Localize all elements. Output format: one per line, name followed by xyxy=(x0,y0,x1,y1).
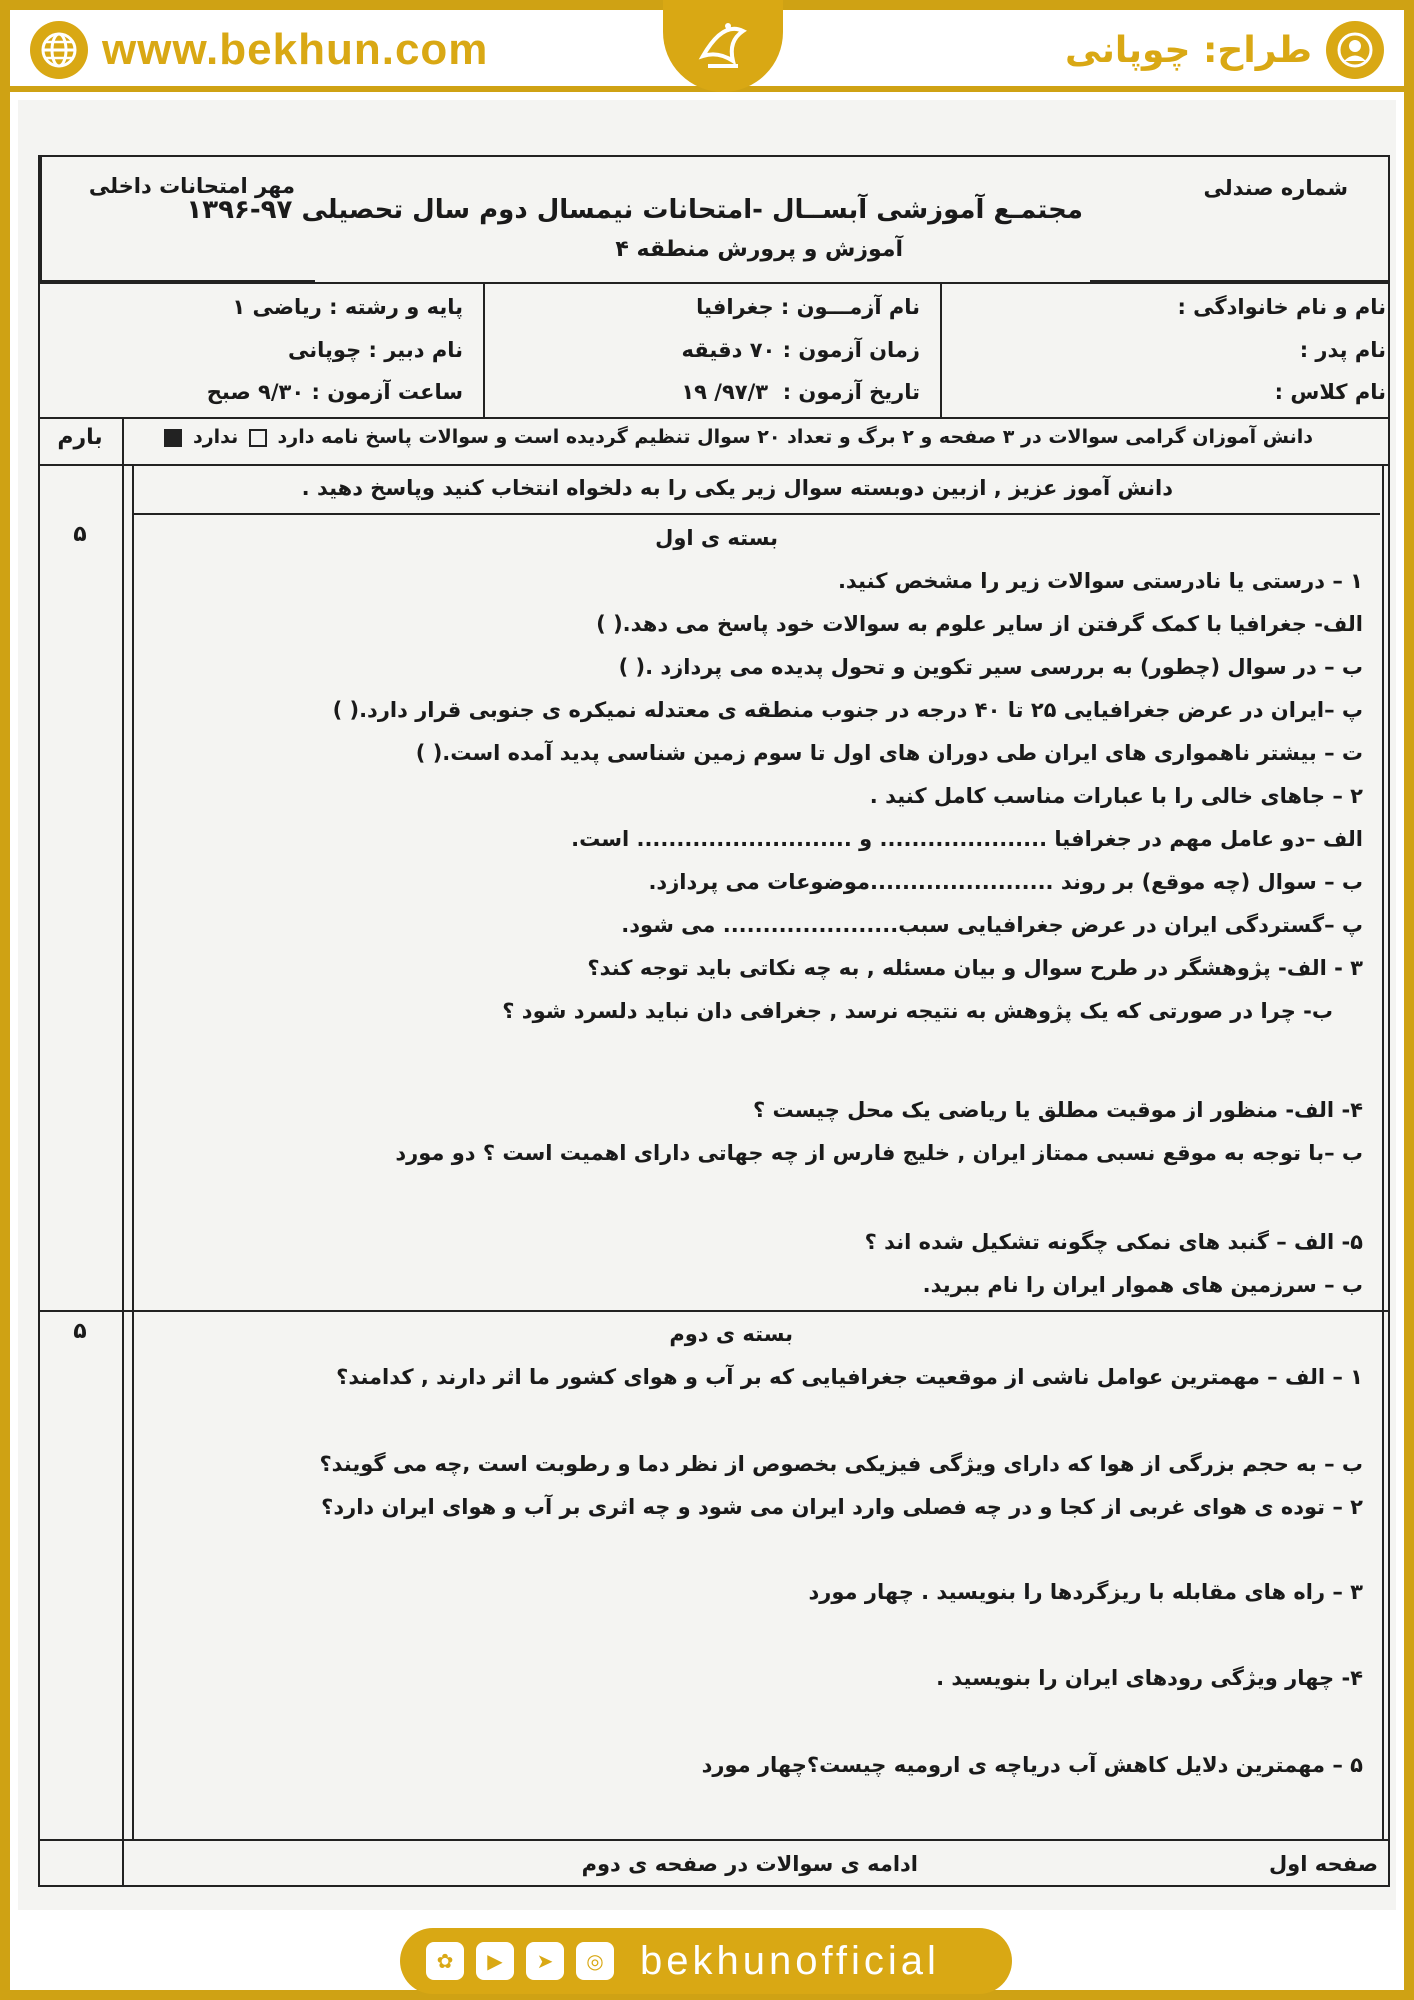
seat-number-box xyxy=(1090,157,1390,282)
question-1-2c: پ –گستردگی ایران در عرض جغرافیایی سبب...................... می شود. xyxy=(621,913,1363,937)
question-2-2: ۲ – توده ی هوای غربی از کجا و در چه فصلی وارد ایران می شود و چه اثری بر آب و هوای ایران دارد؟ xyxy=(321,1495,1363,1519)
question-1-2: ۲ – جاهای خالی را با عبارات مناسب کامل کنید . xyxy=(869,784,1363,808)
continue-note: ادامه ی سوالات در صفحه ی دوم xyxy=(581,1852,918,1876)
question-1-4b: ب –با توجه به موقع نسبی ممتاز ایران , خلیج فارس از چه جهاتی دارای اهمیت است ؟ دو مورد xyxy=(395,1141,1363,1165)
notice-text xyxy=(160,422,1313,452)
question-2-1a: ۱ – الف – مهمترین عوامل ناشی از موقعیت جغرافیایی که بر آب و هوای کشور ما اثر دارند , کدامند؟ xyxy=(336,1365,1363,1389)
score-header: بارم xyxy=(57,425,103,450)
notice-sentence: دانش آموزان گرامی سوالات در ۳ صفحه و ۲ برگ و تعداد ۲۰ سوال تنظیم گردیده است و سوالات پاسخ نامه دارد xyxy=(277,426,1313,448)
section2-title: بسته ی دوم xyxy=(669,1322,793,1346)
question-1-4a: ۴- الف- منظور از موقیت مطلق یا ریاضی یک محل چیست ؟ xyxy=(753,1098,1363,1122)
question-1-3b: ب- چرا در صورتی که یک پژوهش به نتیجه نرسد , جغرافی دان نباید دلسرد شود ؟ xyxy=(502,999,1333,1023)
section2-score: ۵ xyxy=(73,1319,87,1344)
instagram-icon[interactable]: ◎ xyxy=(576,1942,614,1980)
instruction: دانش آموز عزیز , ازبین دوبسته سوال زیر یکی را به دلخواه انتخاب کنید وپاسخ دهید . xyxy=(301,476,1173,500)
bottom-banner xyxy=(0,1920,1414,2000)
question-1-1b: ب – در سوال (چطور) به بررسی سیر تکوین و تحول پدیده می پردازد .( ) xyxy=(618,655,1363,679)
question-2-3: ۳ – راه های مقابله با ریزگردها را بنویسید . چهار مورد xyxy=(808,1580,1363,1604)
question-2-5: ۵ – مهمترین دلایل کاهش آب دریاچه ی ارومیه چیست؟چهار مورد xyxy=(701,1753,1363,1777)
exam-hour: ساعت آزمون : ۹/۳۰ صبح xyxy=(206,380,463,404)
youtube-icon[interactable]: ▶ xyxy=(476,1942,514,1980)
question-1-5b: ب – سرزمین های هموار ایران را نام ببرید. xyxy=(922,1273,1363,1297)
exam-date-value: ۹۷/۳/ ۱۹ xyxy=(681,380,769,404)
social-handle[interactable]: bekhunofficial xyxy=(640,1938,940,1983)
social-bar xyxy=(400,1928,1012,1994)
name-label: نام و نام خانوادگی : xyxy=(1177,295,1386,319)
seat-label: شماره صندلی xyxy=(1203,176,1348,200)
aparat-icon[interactable]: ✿ xyxy=(426,1942,464,1980)
question-1-1: ۱ – درستی یا نادرستی سوالات زیر را مشخص کنید. xyxy=(837,569,1363,593)
question-1-5a: ۵- الف – گنبد های نمکی چگونه تشکیل شده اند ؟ xyxy=(864,1230,1363,1254)
class-label: نام کلاس : xyxy=(1274,380,1386,404)
no-answer-checkbox[interactable] xyxy=(249,429,267,447)
designer-text: طراح: چوپانی xyxy=(1064,29,1312,71)
question-1-2a: الف –دو عامل مهم در جغرافیا ..................... و ........................... است. xyxy=(571,827,1363,851)
website-text: www.bekhun.com xyxy=(102,25,489,74)
question-1-1c: پ –ایران در عرض جغرافیایی ۲۵ تا ۴۰ درجه در جنوب منطقه ی معتدله نمیکره ی جنوبی قرار دارد.( ) xyxy=(332,698,1363,722)
exam-date xyxy=(681,377,920,407)
section1-score: ۵ xyxy=(73,522,87,547)
question-1-1a: الف- جغرافیا با کمک گرفتن از سایر علوم به سوالات خود پاسخ می دهد.( ) xyxy=(596,612,1363,636)
exam-title: مجتمـع آموزشی آبســال -امتحانات نیمسال دوم سال تحصیلی ۹۷-۱۳۹۶ xyxy=(186,195,1083,225)
designer-credit xyxy=(1065,20,1384,80)
question-1-3a: ۳ - الف- پژوهشگر در طرح سوال و بیان مسئله , به چه نکاتی باید توجه کند؟ xyxy=(587,956,1363,980)
question-2-4: ۴- چهار ویژگی رودهای ایران را بنویسید . xyxy=(936,1666,1363,1690)
teacher-name: نام دبیر : چوپانی xyxy=(288,338,463,362)
has-answer-checkbox[interactable] xyxy=(164,429,182,447)
globe-icon xyxy=(30,21,88,79)
stamp-label: مهر امتحانات داخلی xyxy=(88,174,295,198)
question-1-1d: ت – بیشتر ناهمواری های ایران طی دوران های اول تا سوم زمین شناسی پدید آمده است.( ) xyxy=(415,741,1363,765)
exam-name: نام آزمـــون : جغرافیا xyxy=(696,295,920,319)
section1-title: بسته ی اول xyxy=(655,526,778,550)
user-icon xyxy=(1326,21,1384,79)
exam-subtitle: آموزش و پرورش منطقه ۴ xyxy=(615,237,903,262)
father-name-label: نام پدر : xyxy=(1299,338,1386,362)
no-answer-label: ندارد xyxy=(192,426,239,448)
exam-duration: زمان آزمون : ۷۰ دقیقه xyxy=(681,338,920,362)
page-number: صفحه اول xyxy=(1268,1852,1378,1876)
question-1-2b: ب – سوال (چه موقع) بر روند .......................موضوعات می پردازد. xyxy=(648,870,1363,894)
grade-field: پایه و رشته : ریاضی ۱ xyxy=(232,295,463,319)
question-2-1b: ب – به حجم بزرگی از هوا که دارای ویژگی فیزیکی بخصوص از نظر دما و رطوبت است ,چه می گویند؟ xyxy=(319,1452,1363,1476)
exam-date-label: تاریخ آزمون : xyxy=(782,380,920,404)
telegram-icon[interactable]: ➤ xyxy=(526,1942,564,1980)
exam-sheet xyxy=(38,155,1390,1887)
website-link[interactable] xyxy=(30,20,488,80)
